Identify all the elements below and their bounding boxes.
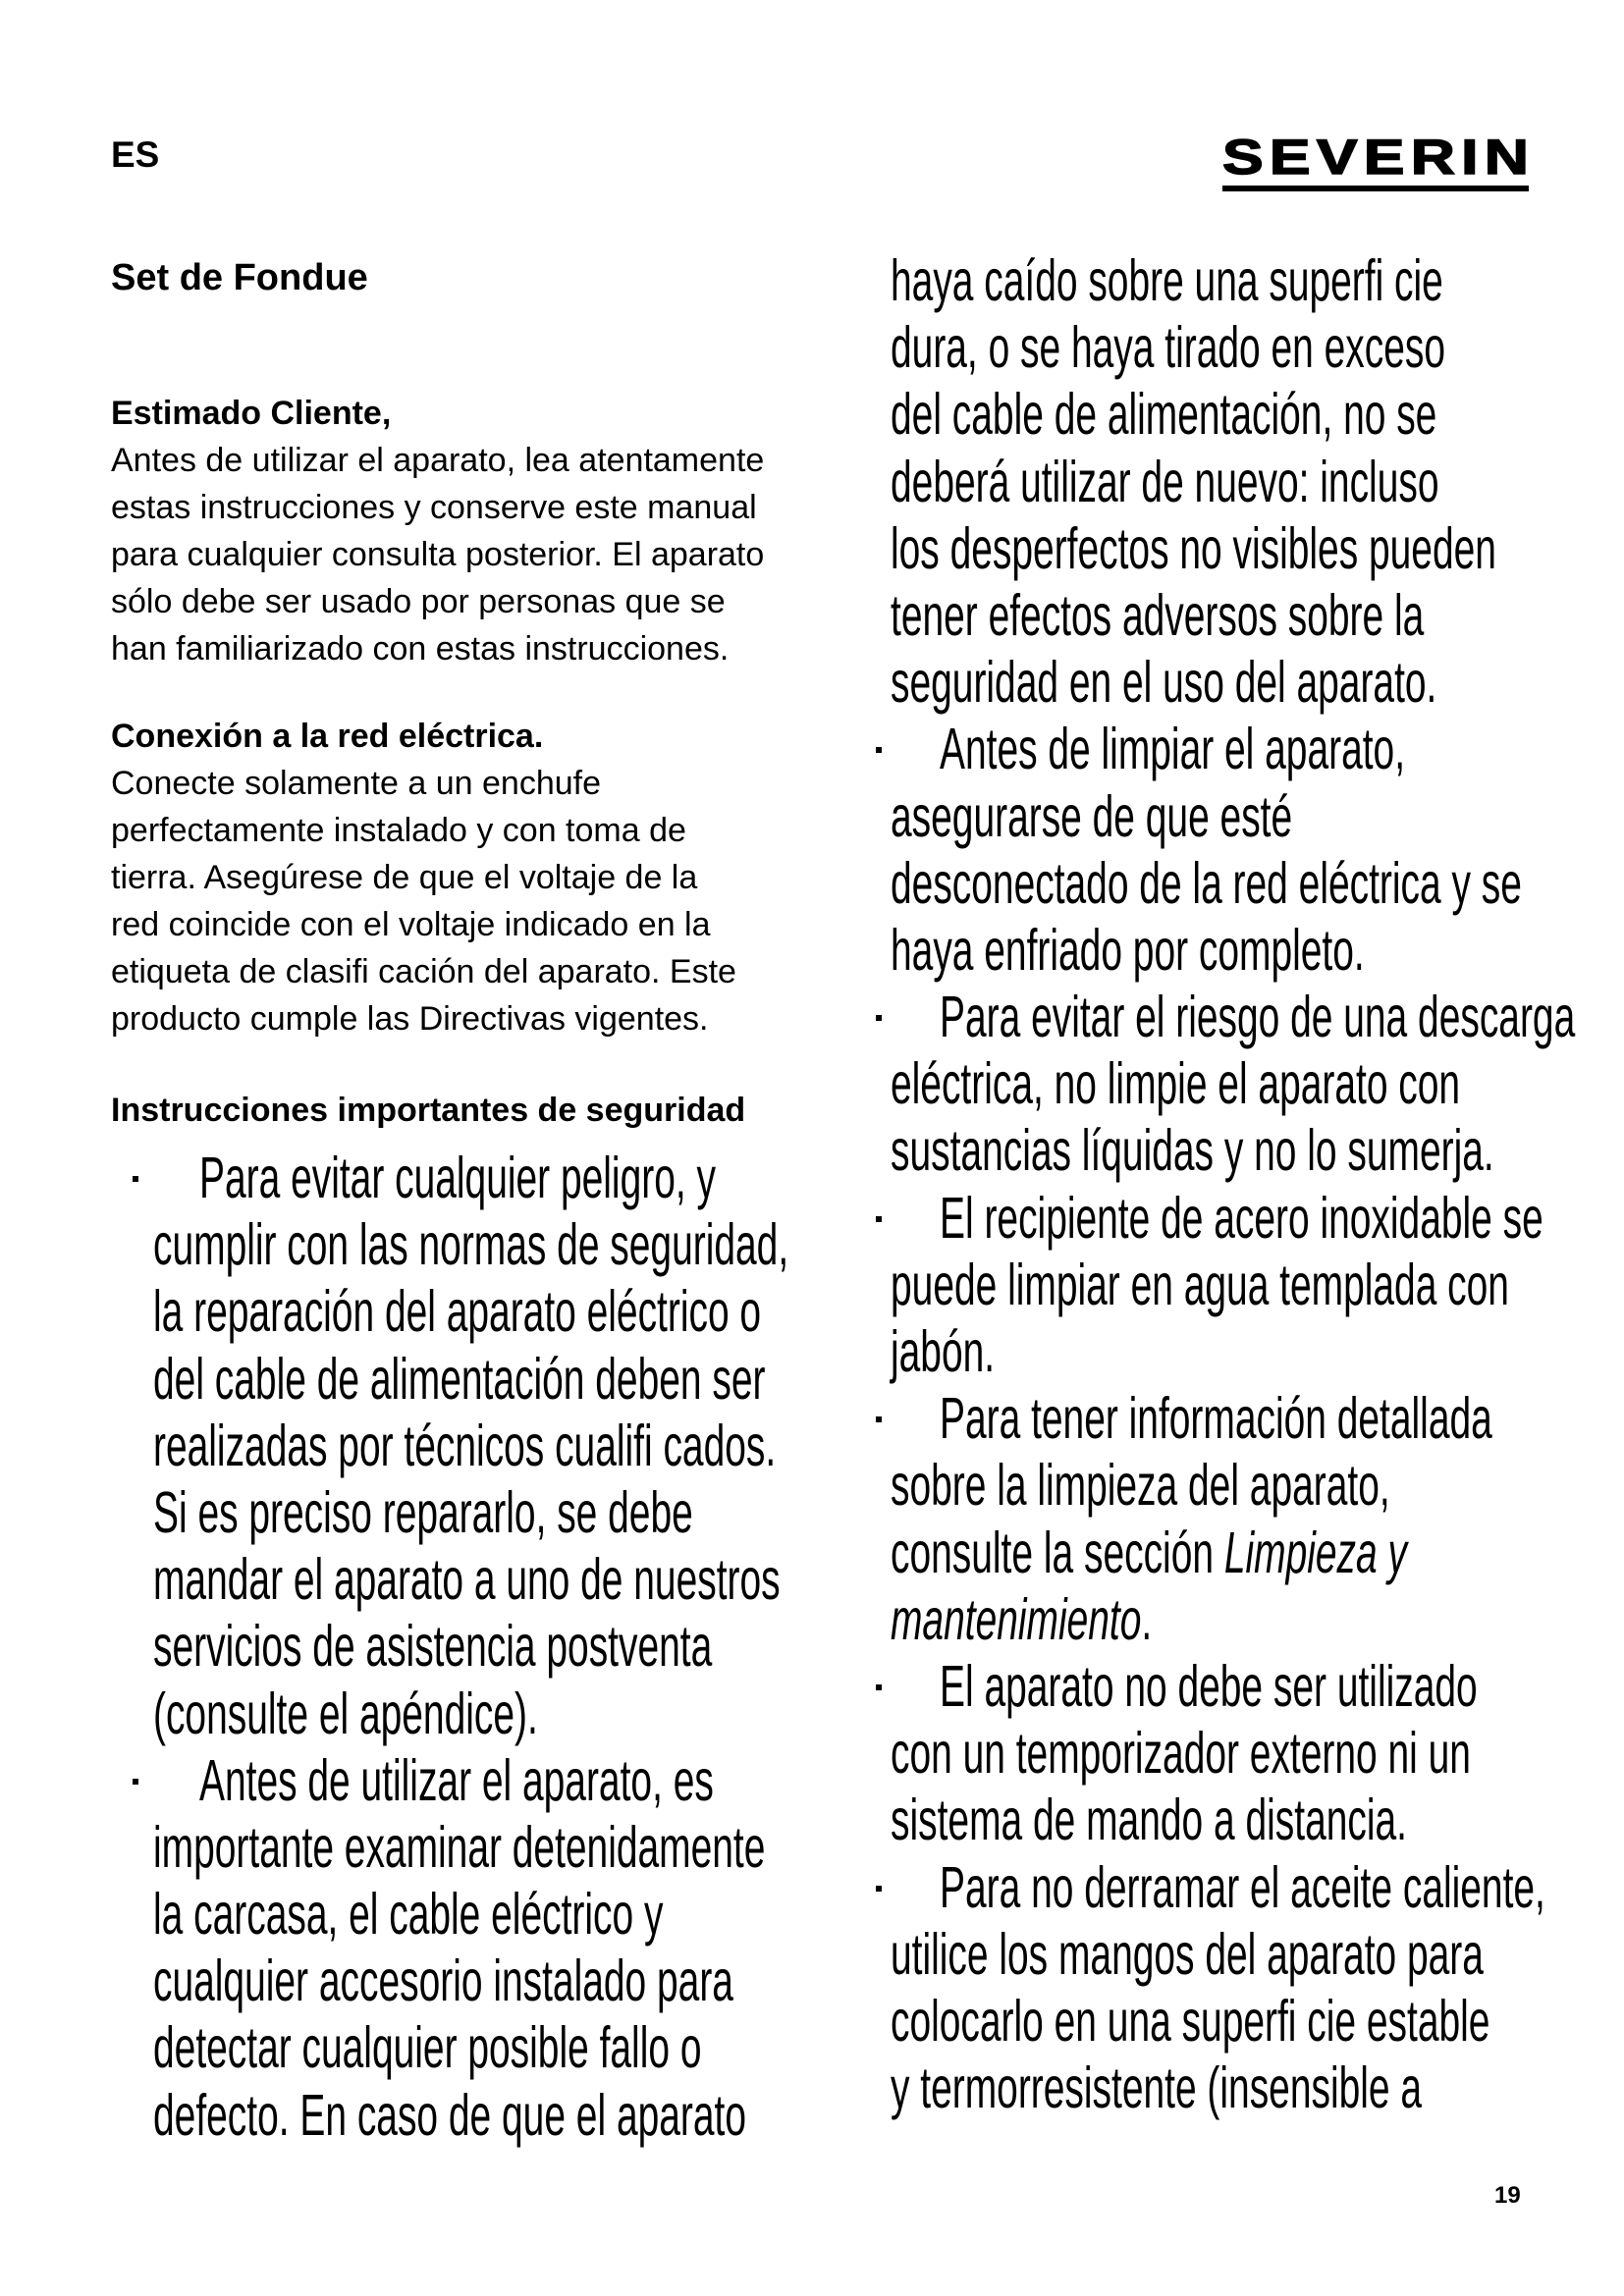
instruction-line bbox=[876, 1050, 1602, 1117]
instruction-line-text: detectar cualquier posible fallo o bbox=[153, 2015, 702, 2081]
instruction-line bbox=[876, 1117, 1602, 1184]
greeting-text-line: Antes de utilizar el aparato, lea atentamente bbox=[111, 442, 765, 479]
instruction-line-text: colocarlo en una superfi cie estable bbox=[891, 1988, 1490, 2054]
bullet-marker bbox=[876, 1886, 882, 1892]
instruction-line-text: Si es preciso repararlo, se debe bbox=[153, 1479, 693, 1545]
instruction-line-text: haya caído sobre una superfi cie bbox=[891, 248, 1443, 313]
instruction-line-text: (consulte el apéndice). bbox=[153, 1681, 538, 1746]
instruction-line-text: dura, o se haya tirado en exceso bbox=[891, 315, 1446, 381]
greeting-text-line: estas instrucciones y conserve este manual bbox=[111, 489, 757, 526]
instruction-line bbox=[876, 1185, 1602, 1252]
instruction-line bbox=[133, 1747, 820, 1814]
instruction-line-text: defecto. En caso de que el aparato bbox=[153, 2082, 747, 2148]
instruction-line-text: la carcasa, el cable eléctrico y bbox=[153, 1882, 664, 1948]
instruction-line bbox=[133, 1613, 820, 1680]
instruction-line bbox=[876, 1720, 1602, 1787]
instruction-line-text: deberá utilizar de nuevo: incluso bbox=[891, 449, 1439, 514]
power-connection-text-line: red coincide con el voltaje indicado en la bbox=[111, 906, 711, 943]
instruction-line bbox=[876, 984, 1602, 1050]
instruction-line bbox=[876, 917, 1602, 984]
power-connection-text-line: perfectamente instalado y con toma de bbox=[111, 812, 686, 849]
instruction-line-text: seguridad en el uso del aparato. bbox=[891, 650, 1437, 716]
instruction-line-text: y termorresistente (insensible a bbox=[891, 2056, 1423, 2121]
instruction-line bbox=[133, 2082, 820, 2149]
instruction-line bbox=[133, 1211, 820, 1278]
power-connection-text-line: Conecte solamente a un enchufe bbox=[111, 765, 602, 802]
instruction-line-text: tener efectos adversos sobre la bbox=[891, 582, 1425, 648]
instruction-line-text: del cable de alimentación deben ser bbox=[153, 1346, 766, 1412]
greeting-text-line: para cualquier consulta posterior. El aparato bbox=[111, 536, 765, 573]
instruction-line bbox=[876, 247, 1602, 314]
instruction-line bbox=[133, 1546, 820, 1613]
bullet-marker bbox=[133, 1176, 138, 1182]
instruction-line bbox=[133, 1814, 820, 1881]
safety-instruction-item bbox=[133, 1747, 820, 2149]
instruction-line-text: Antes de utilizar el aparato, es bbox=[199, 1747, 714, 1813]
power-connection-heading: Conexión a la red eléctrica. bbox=[111, 718, 544, 755]
instruction-line bbox=[876, 314, 1602, 381]
safety-instruction-item bbox=[876, 984, 1602, 1185]
instruction-line-text: Antes de limpiar el aparato, bbox=[940, 717, 1406, 782]
instruction-line bbox=[876, 1520, 1602, 1586]
instruction-line bbox=[133, 1346, 820, 1413]
instruction-line bbox=[876, 1921, 1602, 1988]
instruction-line-text: Para evitar cualquier peligro, y bbox=[199, 1146, 716, 1210]
logo-underline bbox=[1222, 186, 1529, 191]
italic-reference: mantenimiento bbox=[891, 1586, 1142, 1652]
instruction-line-text: sistema de mando a distancia. bbox=[891, 1788, 1407, 1853]
instruction-line-text: servicios de asistencia postventa bbox=[153, 1614, 713, 1680]
page-number: 19 bbox=[1494, 2182, 1521, 2209]
instruction-line-text: cumplir con las normas de seguridad, bbox=[153, 1212, 789, 1278]
text-segment: . bbox=[1141, 1586, 1153, 1652]
instruction-line-text: El recipiente de acero inoxidable se bbox=[940, 1185, 1543, 1251]
instruction-line-text: la reparación del aparato eléctrico o bbox=[153, 1279, 762, 1345]
greeting-text-line: han familiarizado con estas instrucciones. bbox=[111, 630, 730, 667]
brand-logo: SEVERIN bbox=[1222, 130, 1536, 185]
safety-instruction-item bbox=[876, 1385, 1602, 1653]
bullet-marker bbox=[876, 747, 882, 753]
bullet-marker bbox=[876, 1216, 882, 1222]
instruction-line-text: Para no derramar el aceite caliente, bbox=[940, 1854, 1545, 1920]
bullet-marker bbox=[876, 1416, 882, 1422]
instruction-line bbox=[876, 582, 1602, 649]
power-connection-text-line: tierra. Asegúrese de que el voltaje de la bbox=[111, 859, 698, 896]
safety-instruction-item bbox=[133, 1145, 820, 1747]
product-title: Set de Fondue bbox=[111, 257, 368, 298]
instruction-line bbox=[133, 2014, 820, 2081]
greeting-section bbox=[111, 390, 764, 672]
instruction-line bbox=[876, 1988, 1602, 2055]
instruction-line-text: los desperfectos no visibles pueden bbox=[891, 515, 1496, 581]
instruction-line-text: del cable de alimentación, no se bbox=[891, 382, 1437, 448]
instruction-line bbox=[133, 1413, 820, 1479]
instruction-line bbox=[133, 1145, 820, 1211]
language-code: ES bbox=[111, 134, 160, 175]
safety-instruction-item bbox=[876, 1854, 1602, 2122]
safety-instructions-right-column bbox=[876, 247, 1602, 2121]
safety-instructions-left-column bbox=[133, 1145, 820, 2149]
instruction-line-text: El aparato no debe ser utilizado bbox=[940, 1653, 1478, 1719]
text-segment: consulte la sección bbox=[891, 1520, 1224, 1585]
greeting-heading: Estimado Cliente, bbox=[111, 395, 392, 432]
safety-section-header bbox=[111, 1087, 745, 1134]
instruction-line-text: realizadas por técnicos cualifi cados. bbox=[153, 1413, 777, 1478]
instruction-line-text: eléctrica, no limpie el aparato con bbox=[891, 1051, 1461, 1117]
safety-instruction-continuation bbox=[876, 247, 1602, 716]
instruction-line bbox=[133, 1948, 820, 2014]
instruction-line bbox=[876, 2055, 1602, 2121]
instruction-line-text: importante examinar detenidamente bbox=[153, 1814, 766, 1880]
instruction-line bbox=[876, 515, 1602, 582]
instruction-line bbox=[133, 1278, 820, 1345]
instruction-line-text: puede limpiar en agua templada con bbox=[891, 1252, 1509, 1317]
instruction-line-text bbox=[891, 1520, 1407, 1586]
instruction-line bbox=[876, 1252, 1602, 1318]
instruction-line-text: jabón. bbox=[891, 1319, 996, 1384]
bullet-marker bbox=[133, 1779, 138, 1785]
safety-instructions-heading: Instrucciones importantes de seguridad bbox=[111, 1092, 746, 1129]
power-connection-text-line: producto cumple las Directivas vigentes. bbox=[111, 1000, 709, 1038]
instruction-line bbox=[876, 850, 1602, 917]
instruction-line bbox=[876, 1452, 1602, 1519]
instruction-line-text: sobre la limpieza del aparato, bbox=[891, 1453, 1390, 1519]
instruction-line bbox=[133, 1881, 820, 1948]
instruction-line-text: haya enfriado por completo. bbox=[891, 917, 1365, 983]
instruction-line bbox=[876, 1318, 1602, 1385]
instruction-line bbox=[133, 1681, 820, 1747]
instruction-line-text: desconectado de la red eléctrica y se bbox=[891, 850, 1522, 916]
instruction-line bbox=[876, 783, 1602, 850]
instruction-line-text: cualquier accesorio instalado para bbox=[153, 1949, 733, 2014]
italic-reference: Limpieza y bbox=[1223, 1520, 1407, 1585]
instruction-line bbox=[876, 381, 1602, 448]
instruction-line bbox=[876, 716, 1602, 782]
instruction-line-text: asegurarse de que esté bbox=[891, 783, 1293, 849]
instruction-line bbox=[876, 1385, 1602, 1452]
instruction-line-text: mandar el aparato a uno de nuestros bbox=[153, 1547, 781, 1613]
instruction-line-text: Para tener información detallada bbox=[940, 1386, 1492, 1452]
instruction-line bbox=[876, 449, 1602, 515]
instruction-line bbox=[876, 1854, 1602, 1921]
instruction-line bbox=[876, 649, 1602, 716]
instruction-line bbox=[876, 1787, 1602, 1853]
safety-instruction-item bbox=[876, 1653, 1602, 1854]
safety-instruction-item bbox=[876, 716, 1602, 984]
instruction-line-text: utilice los mangos del aparato para bbox=[891, 1921, 1484, 1987]
instruction-line-text: con un temporizador externo ni un bbox=[891, 1721, 1471, 1787]
bullet-marker bbox=[876, 1684, 882, 1690]
instruction-line bbox=[876, 1653, 1602, 1720]
safety-instruction-item bbox=[876, 1185, 1602, 1386]
instruction-line-text: sustancias líquidas y no lo sumerja. bbox=[891, 1118, 1494, 1184]
power-connection-section bbox=[111, 713, 736, 1042]
instruction-line bbox=[876, 1586, 1602, 1653]
bullet-marker bbox=[876, 1015, 882, 1021]
power-connection-text-line: etiqueta de clasifi cación del aparato. Este bbox=[111, 953, 736, 990]
instruction-line-text bbox=[891, 1586, 1152, 1653]
instruction-line bbox=[133, 1479, 820, 1546]
instruction-line-text: Para evitar el riesgo de una descarga bbox=[940, 985, 1576, 1050]
greeting-text-line: sólo debe ser usado por personas que se bbox=[111, 583, 726, 620]
